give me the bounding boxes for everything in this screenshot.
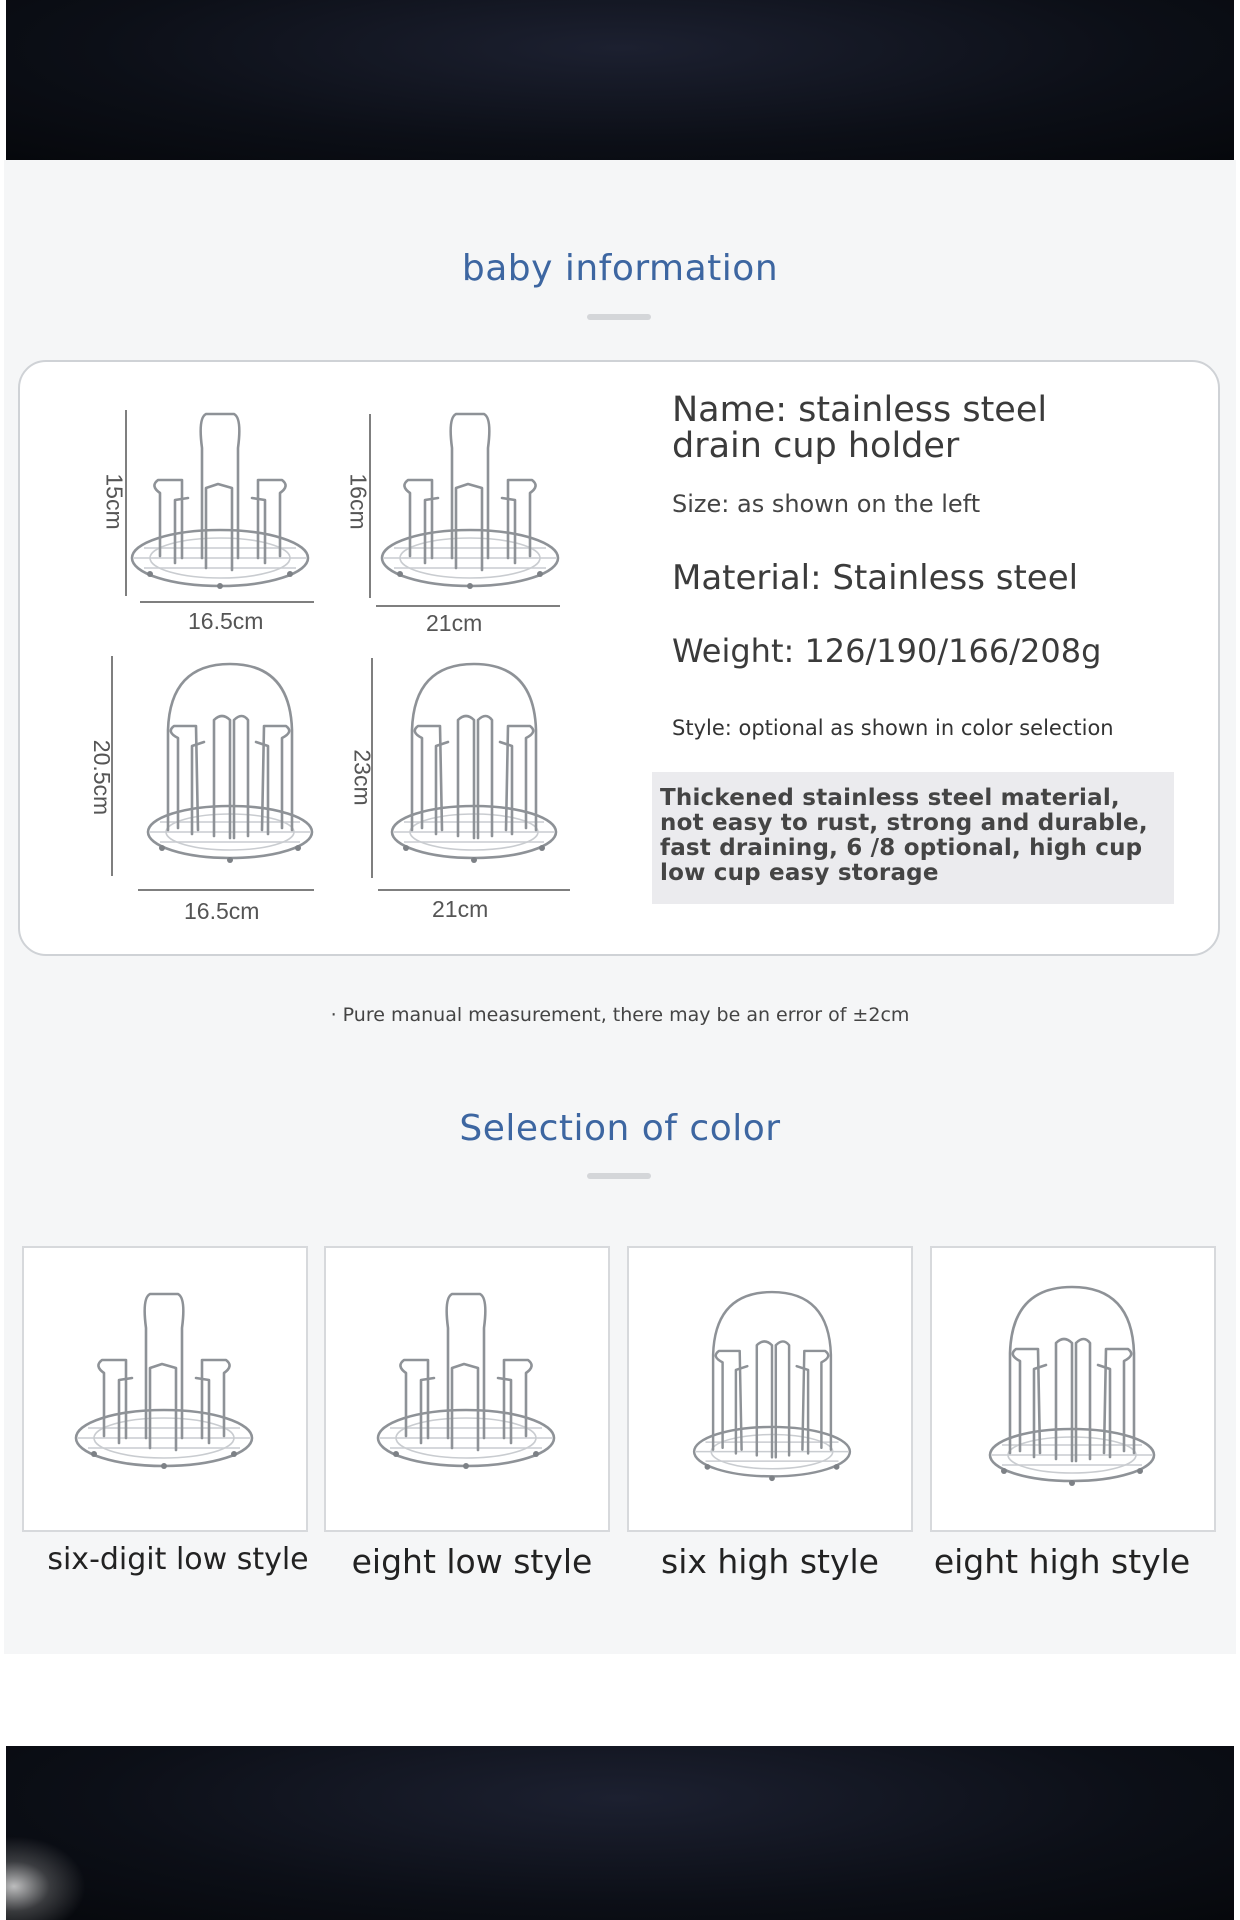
product-style: Style: optional as shown in color selection	[672, 716, 1114, 740]
six-high-rack-icon	[677, 1268, 867, 1508]
dim-height-label: 16cm	[345, 473, 372, 530]
dimension-lines	[104, 654, 324, 894]
dimension-lines	[364, 654, 584, 894]
product-size: Size: as shown on the left	[672, 490, 981, 518]
dimension-lines	[118, 408, 328, 608]
dim-width-label: 16.5cm	[184, 898, 260, 924]
info-section-title: baby information	[461, 248, 779, 289]
product-description: Thickened stainless steel material, not easy to rust, strong and durable, fast draining, 6 /8 optional, high cup low cup easy storage	[652, 772, 1174, 904]
dim-width-label: 21cm	[426, 610, 483, 636]
eight-low-rack-icon	[366, 1288, 566, 1488]
product-weight: Weight: 126/190/166/208g	[672, 632, 1102, 670]
dim-width-label: 21cm	[432, 896, 489, 922]
eight-high-rack-icon	[972, 1268, 1172, 1508]
style-label-eight-low: eight low style	[351, 1542, 593, 1581]
dim-height-label: 15cm	[101, 473, 128, 530]
dim-height-label: 23cm	[349, 749, 376, 806]
style-label-six-low: six-digit low style	[47, 1542, 309, 1577]
style-option-six-low[interactable]	[22, 1246, 308, 1532]
style-option-eight-low[interactable]	[324, 1246, 610, 1532]
style-option-eight-high[interactable]	[930, 1246, 1216, 1532]
dim-height-label: 20.5cm	[89, 739, 116, 816]
top-product-banner	[6, 0, 1234, 160]
style-label-six-high: six high style	[661, 1542, 879, 1581]
bottom-product-banner	[6, 1746, 1234, 1920]
style-label-eight-high: eight high style	[933, 1542, 1191, 1581]
dim-width-label: 16.5cm	[188, 608, 264, 634]
color-section-title: Selection of color	[459, 1108, 781, 1149]
measurement-note: · Pure manual measurement, there may be an error of ±2cm	[330, 1004, 910, 1026]
product-material: Material: Stainless steel	[672, 558, 1079, 598]
dimension-lines	[362, 408, 572, 608]
title-divider	[587, 1173, 651, 1179]
product-name: Name: stainless steel drain cup holder	[672, 390, 1048, 466]
style-option-six-high[interactable]	[627, 1246, 913, 1532]
product-glint	[6, 1836, 86, 1920]
title-divider	[587, 314, 651, 320]
six-low-rack-icon	[64, 1288, 264, 1488]
